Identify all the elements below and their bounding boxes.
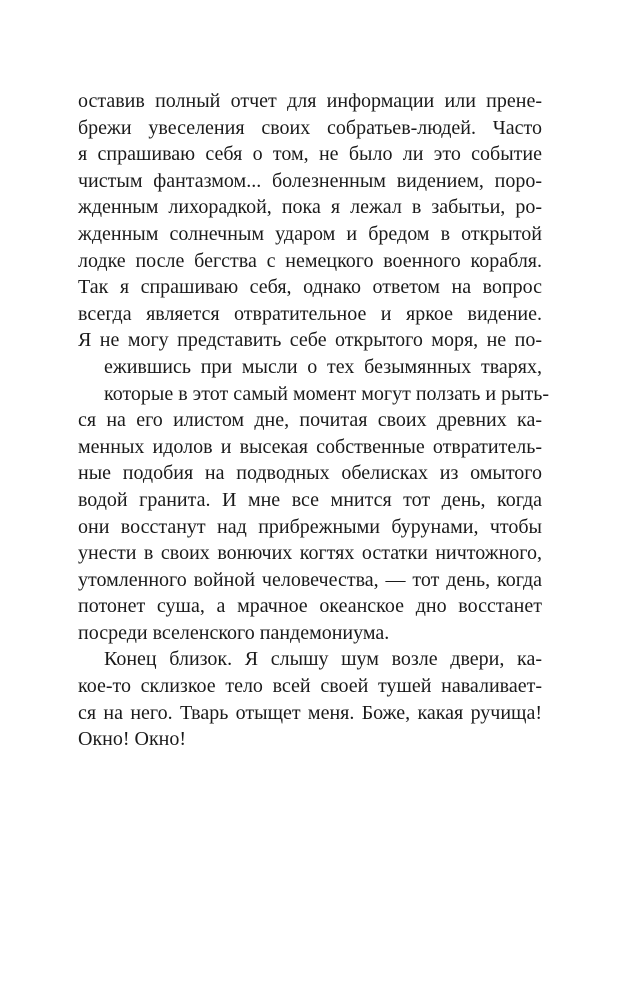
text-line: потонет суша, а мрачное океанское дно восстанет [78,595,542,618]
page-text [78,88,550,753]
text-line: которые в этот самый момент могут ползать и рыть- [104,382,550,405]
text-line: ные подобия на подводных обелисках из омытого [78,462,542,485]
text-line: ся на него. Тварь отыщет меня. Боже, какая ручища! [78,701,542,724]
text-line: Окно! Окно! [78,728,187,751]
text-line: водой гранита. И мне все мнится тот день, когда [78,488,542,511]
text-line: жденным солнечным ударом и бредом в открытой [78,222,542,245]
text-line: посреди вселенского пандемониума. [78,621,390,644]
text-line: утомленного войной человечества, — тот день, когда [78,568,542,591]
text-line: ся на его илистом дне, почитая своих древних ка- [78,409,542,432]
text-line: чистым фантазмом... болезненным видением, поро- [78,169,542,192]
text-line: менных идолов и высекая собственные отвратитель- [78,435,542,458]
text-line: брежи увеселения своих собратьев-людей. Часто [78,116,542,139]
text-line: Я не могу представить себе открытого моря, не по- [78,329,542,352]
paragraph-2 [78,646,542,752]
text-line: оставив полный отчет для информации или прене- [78,90,542,112]
text-line: лодке после бегства с немецкого военного корабля. [78,249,542,272]
text-line: кое-то склизкое тело всей своей тушей наваливает- [78,675,542,698]
text-line: всегда является отвратительное и яркое видение. [78,302,542,325]
text-line: Так я спрашиваю себя, однако ответом на вопрос [78,276,542,299]
text-line: я спрашиваю себя о том, не было ли это событие [78,143,542,166]
text-line: Конец близок. Я слышу шум возле двери, ка- [104,648,542,671]
paragraph-1 [78,88,550,646]
text-line: унести в своих вонючих когтях остатки ничтожного, [78,542,542,565]
text-line: жденным лихорадкой, пока я лежал в забытьи, ро- [78,196,542,219]
text-line: они восстанут над прибрежными бурунами, чтобы [78,515,542,538]
text-line: ежившись при мысли о тех безымянных тварях, [104,355,542,378]
